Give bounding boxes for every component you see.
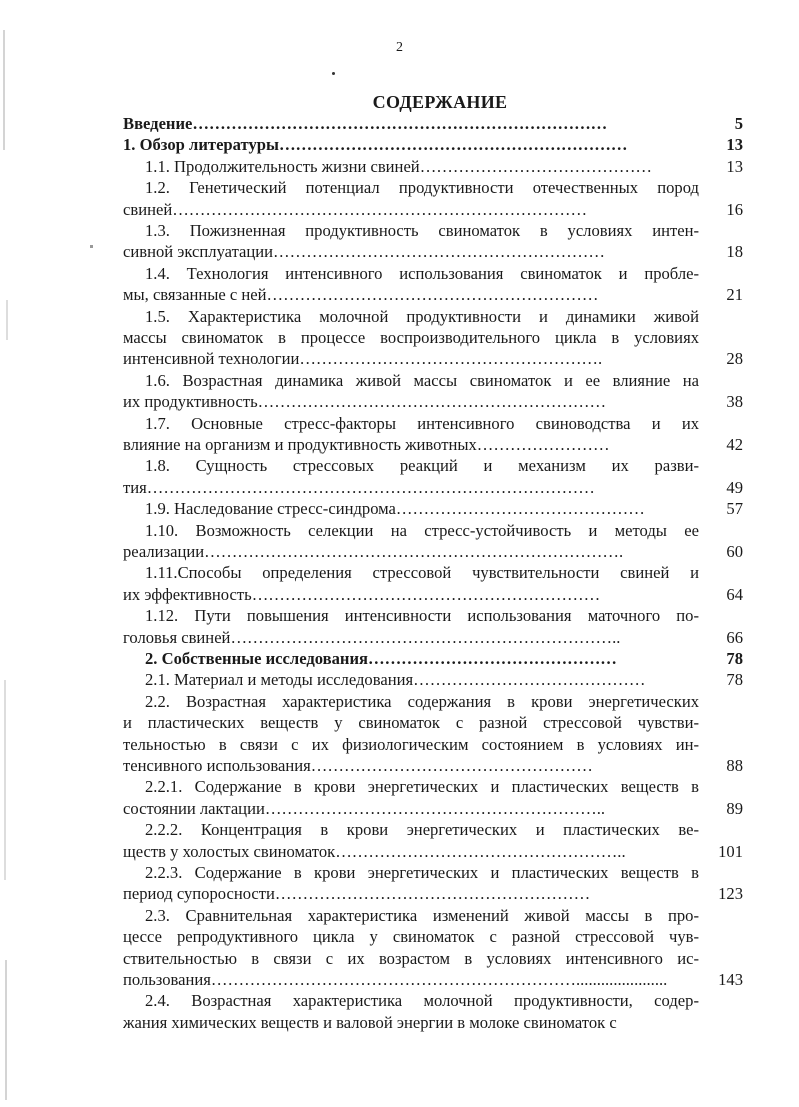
toc-entry-line: 1.4. Технология интенсивного использования свиноматок и пробле- <box>145 263 699 283</box>
scan-artifact <box>90 245 93 248</box>
toc-entry-line: влияние на организм и продуктивность животных…………………… <box>123 434 610 454</box>
toc-entry-text <box>123 905 699 991</box>
toc-entry-line: тельностью в связи с их физиологическим состоянием в условиях ин- <box>123 734 699 754</box>
scan-artifact <box>5 960 7 1100</box>
toc-entry-text <box>123 113 699 134</box>
toc-entry-text <box>123 177 699 220</box>
toc-entry-line: тия……………………………………………………………………… <box>123 477 595 497</box>
toc-entry-line: 2. Собственные исследования……………………………………… <box>145 648 617 668</box>
toc-entry-text <box>123 455 699 498</box>
toc-entry-line: цессе репродуктивного цикла у свиноматок с разной стрессовой чув- <box>123 927 699 947</box>
toc-entry <box>123 691 743 777</box>
toc-entry-line: 1.9. Наследование стресс-синдрома……………………………………… <box>145 499 645 519</box>
toc-entry <box>123 669 743 690</box>
scan-artifact <box>6 300 8 340</box>
scan-artifact <box>3 30 5 150</box>
toc-entry-text <box>123 648 699 669</box>
toc-page-number: 89 <box>726 798 743 818</box>
toc-page-number: 16 <box>726 199 743 219</box>
toc-page-number: 42 <box>726 434 743 454</box>
toc-entry-line: их продуктивность……………………………………………………… <box>123 392 607 412</box>
toc-entry-line: 1. Обзор литературы……………………………………………………… <box>123 135 628 155</box>
toc-page-number: 13 <box>726 156 743 176</box>
toc-entry-line: мы, связанные с ней…………………………………………………… <box>123 285 599 305</box>
toc-entry-line: 1.6. Возрастная динамика живой массы свиноматок и ее влияние на <box>145 370 699 390</box>
toc-entry-line: 1.1. Продолжительность жизни свиней…………………………………… <box>145 156 653 176</box>
toc-entry-line: 2.2.2. Концентрация в крови энергетических и пластических ве- <box>145 820 699 840</box>
toc-entry-line: головья свиней…………………………………………………………….. <box>123 627 621 647</box>
toc-entry <box>123 455 743 498</box>
toc-page-number: 57 <box>726 499 743 519</box>
toc-page-number: 64 <box>726 584 743 604</box>
toc-entry-text <box>123 370 699 413</box>
toc-entry-line: и пластических веществ у свиноматок с разной стрессовой чувстви- <box>123 713 699 733</box>
toc-entry-line: 1.12. Пути повышения интенсивности использования маточного по- <box>145 606 699 626</box>
toc-entry-text <box>123 605 699 648</box>
toc-page-number: 5 <box>734 114 743 133</box>
toc-entry <box>123 306 743 370</box>
toc-entry <box>123 134 743 155</box>
toc-entry <box>123 862 743 905</box>
toc-entry-text <box>123 776 699 819</box>
toc-entry <box>123 520 743 563</box>
toc-entry-text <box>123 263 699 306</box>
toc-page-number: 88 <box>726 755 743 775</box>
toc-entry-line: их эффективность……………………………………………………… <box>123 584 601 604</box>
toc-page-number: 101 <box>718 841 743 861</box>
toc-entry-text <box>123 220 699 263</box>
toc-entry-line: 1.10. Возможность селекции на стресс-устойчивость и методы ее <box>145 520 699 540</box>
toc-page-number: 123 <box>718 884 743 904</box>
toc-entry-line: период супоросности………………………………………………… <box>123 884 591 904</box>
toc-entry <box>123 819 743 862</box>
toc-entry <box>123 905 743 991</box>
toc-entry-text <box>123 306 699 370</box>
toc-entry <box>123 413 743 456</box>
toc-entry-text <box>123 669 699 690</box>
toc-entry <box>123 113 743 134</box>
toc-entry-text <box>123 562 699 605</box>
toc-entry-text <box>123 819 699 862</box>
toc-entry-line: 1.5. Характеристика молочной продуктивности и динамики живой <box>145 306 699 326</box>
toc-entry <box>123 648 743 669</box>
toc-entry-line: 1.3. Пожизненная продуктивность свиноматок в условиях интен- <box>145 221 699 241</box>
toc-page-number: 18 <box>726 242 743 262</box>
toc-page-number: 21 <box>726 285 743 305</box>
toc-entry-text <box>123 134 699 155</box>
toc-entry <box>123 370 743 413</box>
toc-entry-line: ствительностью в связи с их возрастом в условиях интенсивного ис- <box>123 948 699 968</box>
toc-page-number: 13 <box>726 135 743 155</box>
toc-entry-line: тенсивного использования…………………………………………… <box>123 755 593 775</box>
toc-entry-line: 1.2. Генетический потенциал продуктивности отечественных пород <box>145 178 699 198</box>
toc-entry-line: 2.1. Материал и методы исследования…………………………………… <box>145 670 646 690</box>
table-of-contents <box>123 113 743 1033</box>
toc-entry-text <box>123 413 699 456</box>
toc-entry-text <box>123 990 699 1033</box>
toc-entry <box>123 990 743 1033</box>
toc-entry-line: 1.7. Основные стресс-факторы интенсивного свиноводства и их <box>145 413 699 433</box>
toc-entry-line: 2.2.1. Содержание в крови энергетических и пластических веществ в <box>145 777 699 797</box>
toc-entry <box>123 605 743 648</box>
toc-entry <box>123 156 743 177</box>
toc-entry-line: 1.11.Способы определения стрессовой чувствительности свиней и <box>145 563 699 583</box>
page-title: СОДЕРЖАНИЕ <box>372 92 508 112</box>
toc-entry <box>123 177 743 220</box>
toc-entry-line: 2.3. Сравнительная характеристика изменений живой массы в про- <box>145 905 699 925</box>
toc-entry-line: жания химических веществ и валовой энергии в молоке свиноматок с <box>123 1012 617 1032</box>
toc-page-number: 143 <box>718 969 743 989</box>
toc-page-number: 78 <box>726 648 743 668</box>
toc-entry-line: реализации…………………………………………………………………. <box>123 541 624 561</box>
toc-entry-line: 2.2.3. Содержание в крови энергетических и пластических веществ в <box>145 862 699 882</box>
toc-entry-line: состоянии лактации…………………………………………………….. <box>123 798 605 818</box>
toc-page-number: 28 <box>726 349 743 369</box>
toc-entry <box>123 220 743 263</box>
toc-page-number: 60 <box>726 541 743 561</box>
toc-page-number: 38 <box>726 392 743 412</box>
toc-entry-line: 2.4. Возрастная характеристика молочной продуктивности, содер- <box>145 991 699 1011</box>
toc-entry-text <box>123 520 699 563</box>
page-number: 2 <box>396 40 403 55</box>
scan-speck <box>332 72 335 75</box>
scan-artifact <box>4 680 6 880</box>
toc-entry-line: интенсивной технологии………………………………………………. <box>123 349 603 369</box>
toc-entry-text <box>123 498 699 519</box>
toc-entry <box>123 263 743 306</box>
toc-entry <box>123 562 743 605</box>
toc-entry-line: свиней………………………………………………………………… <box>123 199 588 219</box>
toc-entry-line: пользования…………………………………………………………...................... <box>123 969 668 989</box>
toc-entry-line: массы свиноматок в процессе воспроизводительного цикла в условиях <box>123 328 699 347</box>
toc-entry-line: сивной эксплуатации…………………………………………………… <box>123 242 605 262</box>
toc-entry-text <box>123 691 699 777</box>
toc-entry <box>123 498 743 519</box>
toc-entry-line: 1.8. Сущность стрессовых реакций и механизм их разви- <box>145 456 699 476</box>
toc-entry-line: 2.2. Возрастная характеристика содержания в крови энергетических <box>145 691 699 711</box>
toc-entry <box>123 776 743 819</box>
toc-page-number: 49 <box>726 477 743 497</box>
toc-page-number: 66 <box>726 627 743 647</box>
toc-page-number: 78 <box>726 670 743 690</box>
toc-entry-line: ществ у холостых свиноматок…………………………………………….. <box>123 841 626 861</box>
toc-entry-text <box>123 156 699 177</box>
toc-entry-line: Введение………………………………………………………………… <box>123 114 608 133</box>
toc-entry-text <box>123 862 699 905</box>
